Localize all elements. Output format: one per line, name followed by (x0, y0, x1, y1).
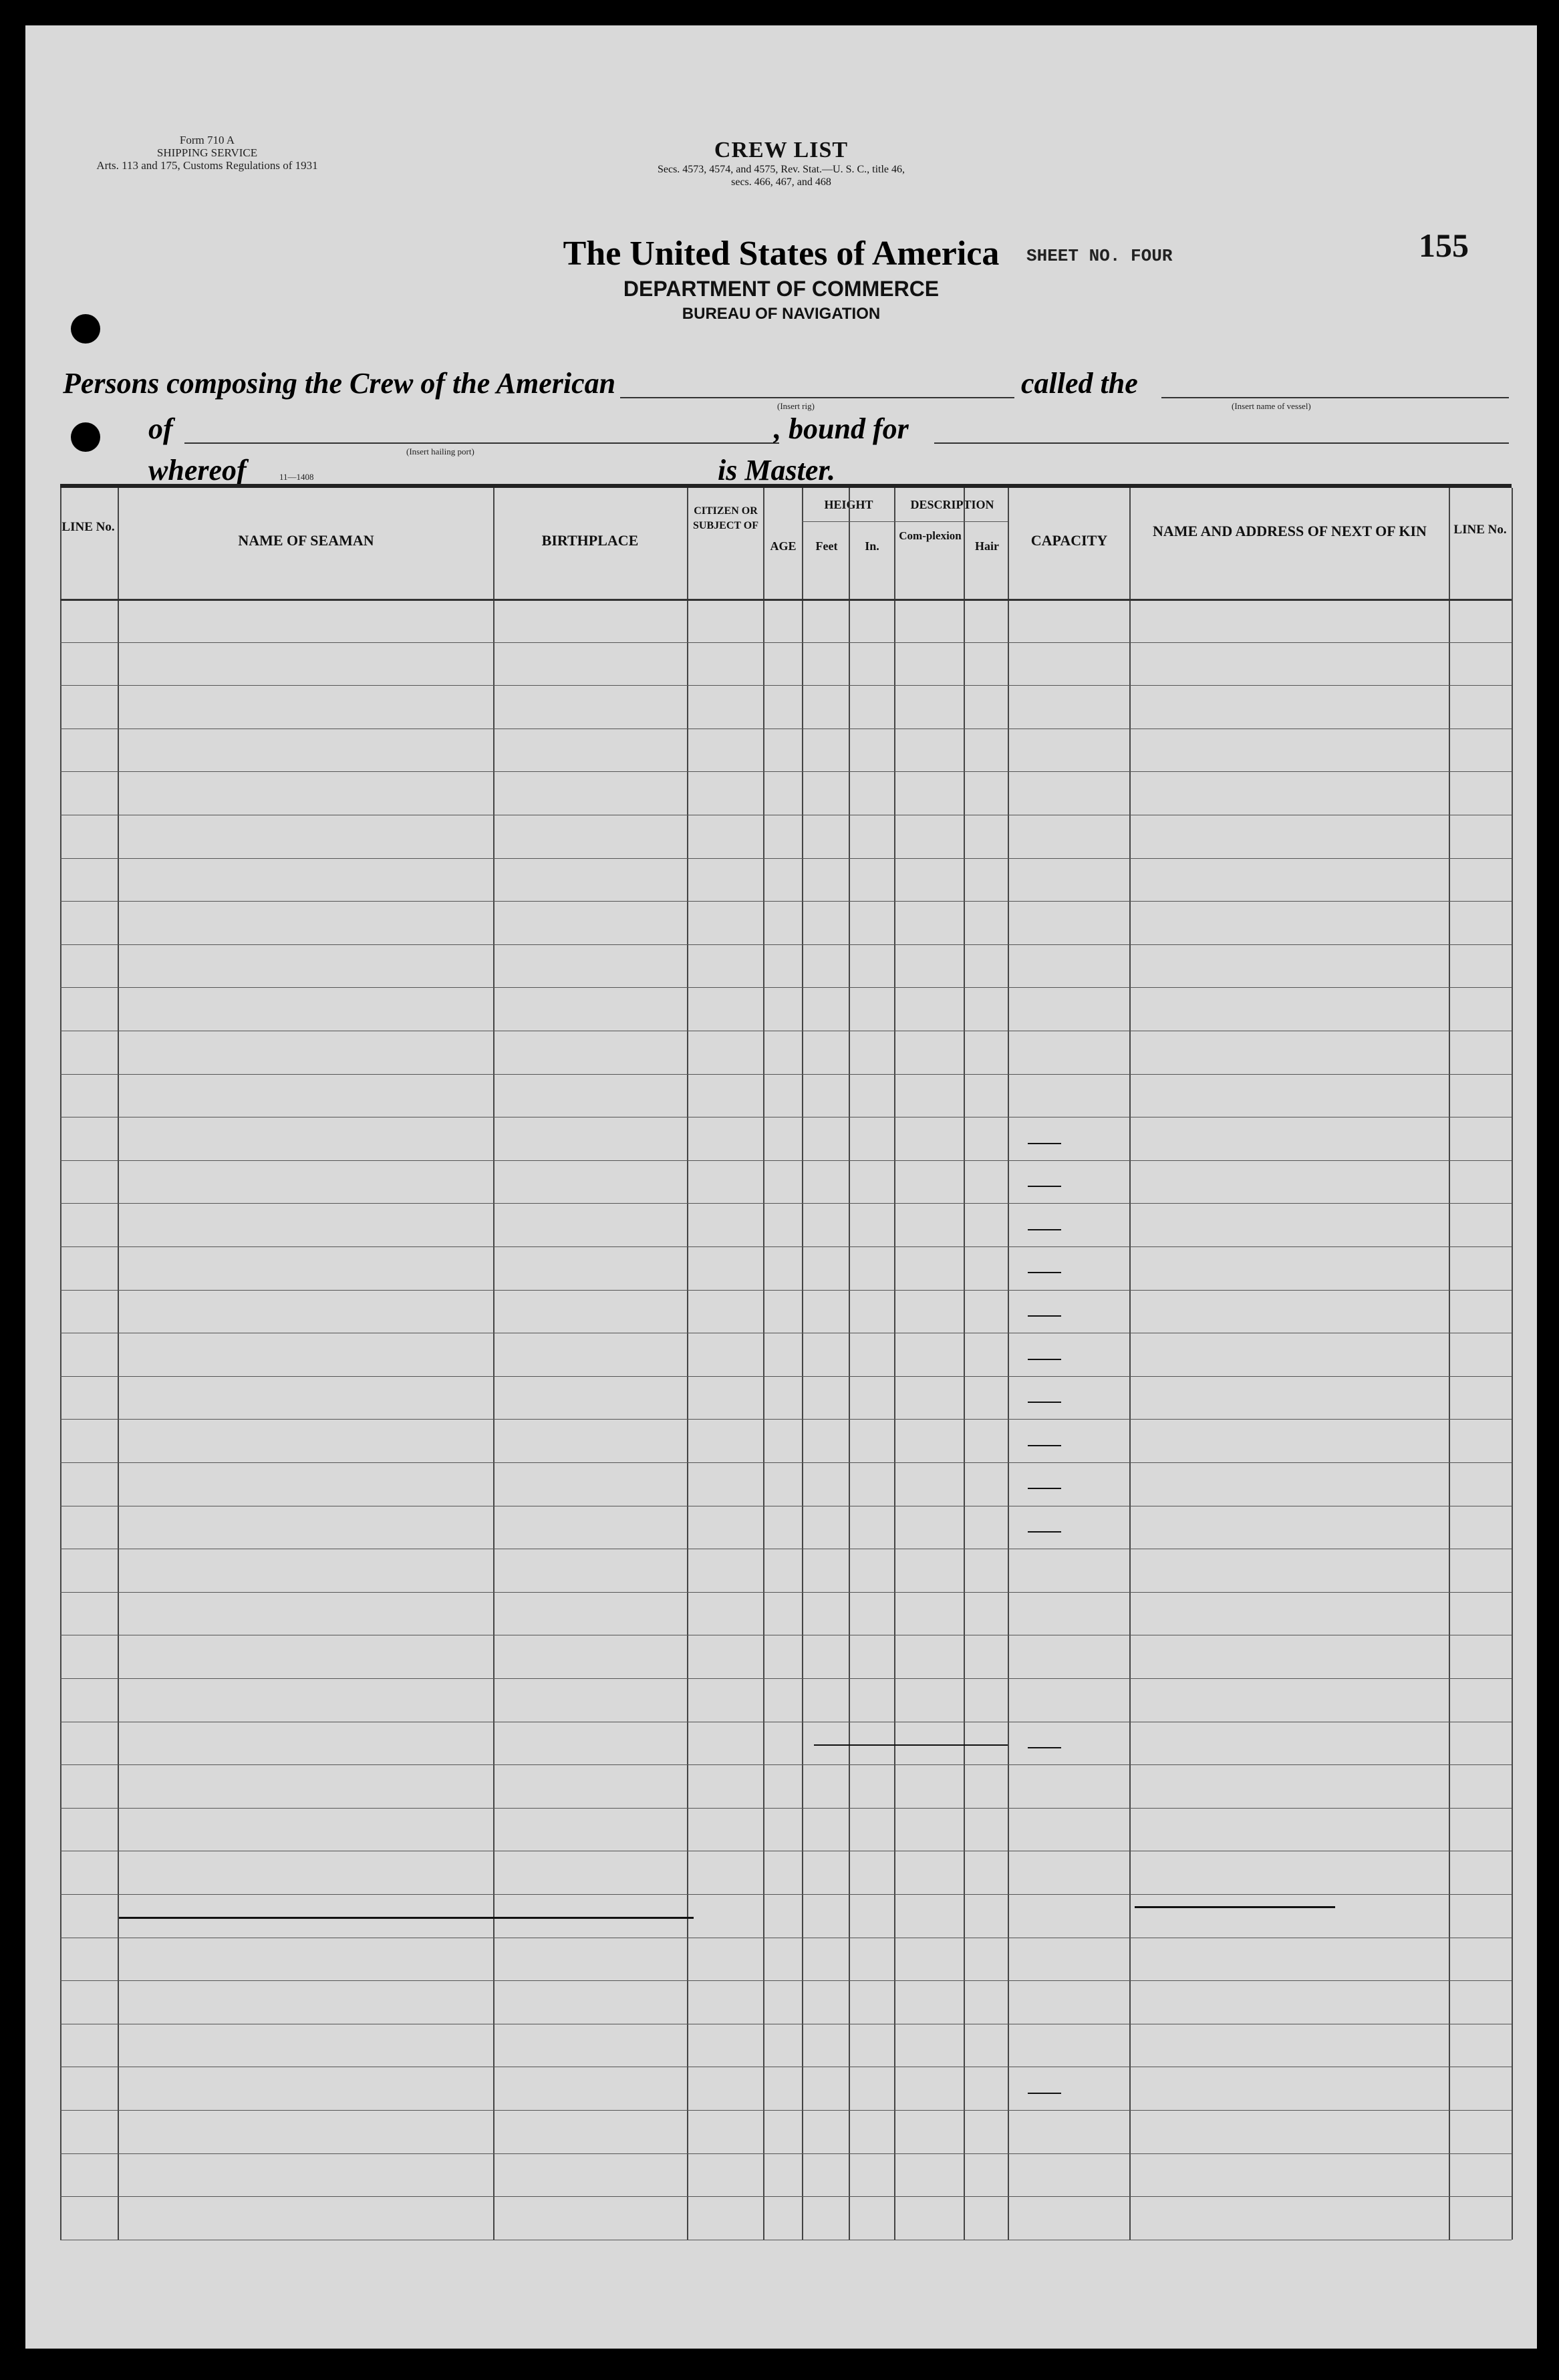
sheet-number: SHEET NO. FOUR (1026, 246, 1173, 266)
form-service: SHIPPING SERVICE (156, 146, 258, 159)
column-rule (964, 488, 965, 2240)
country-heading: The United States of America (563, 235, 1000, 273)
column-rule (687, 488, 688, 2240)
col-inches: In. (865, 539, 879, 553)
col-line-no-right: LINE No. (1453, 523, 1507, 537)
intro-is-master: is Master. (718, 454, 836, 487)
col-height: HEIGHT (824, 498, 873, 511)
row-rule (60, 2110, 1512, 2111)
strike-through (1135, 1906, 1335, 1908)
row-rule (60, 1808, 1512, 1809)
row-rule (60, 642, 1512, 643)
row-rule (60, 1290, 1512, 1291)
strike-through (1028, 1229, 1061, 1230)
row-rule (60, 944, 1512, 945)
strike-through (1028, 1272, 1061, 1273)
bureau-heading: BUREAU OF NAVIGATION (682, 305, 881, 323)
row-rule (60, 771, 1512, 772)
statute-reference-2: secs. 466, 467, and 468 (731, 176, 831, 188)
column-rule (1129, 488, 1131, 2240)
strike-through (1028, 1747, 1061, 1748)
statute-reference-1: Secs. 4573, 4574, and 4575, Rev. Stat.—U. S. C., title 46, (657, 164, 905, 175)
column-rule (1449, 488, 1450, 2240)
row-rule (60, 1764, 1512, 1765)
print-code: 11—1408 (279, 472, 314, 482)
strike-through (1028, 1402, 1061, 1403)
form-regulation: Arts. 113 and 175, Customs Regulations of 1931 (96, 159, 318, 172)
intro-persons: Persons composing the Crew of the American (63, 367, 616, 400)
header-bottom-rule (60, 599, 1512, 601)
vessel-hint: (Insert name of vessel) (1232, 401, 1311, 411)
row-rule (60, 987, 1512, 988)
row-rule (60, 858, 1512, 859)
col-name: NAME OF SEAMAN (238, 532, 374, 549)
col-line-no: LINE No. (61, 520, 115, 534)
row-rule (60, 1980, 1512, 1981)
strike-through (1028, 2093, 1061, 2094)
row-rule (60, 2196, 1512, 2197)
row-rule (60, 1678, 1512, 1679)
strike-through (1028, 1445, 1061, 1446)
row-rule (60, 1074, 1512, 1075)
column-rule (802, 488, 803, 2240)
column-rule (1512, 488, 1513, 2240)
strike-through (814, 1744, 1008, 1746)
row-rule (60, 1419, 1512, 1420)
header-subrule (802, 521, 894, 522)
page-number: 155 (1419, 227, 1469, 264)
row-rule (60, 1203, 1512, 1204)
department-heading: DEPARTMENT OF COMMERCE (623, 277, 940, 301)
header-subrule (894, 521, 1008, 522)
col-hair: Hair (975, 539, 999, 553)
row-rule (60, 1894, 1512, 1895)
row-rule (60, 1592, 1512, 1593)
crew-list-document (25, 25, 1537, 2349)
row-rule (60, 1376, 1512, 1377)
row-rule (60, 2153, 1512, 2154)
strike-through (1028, 1143, 1061, 1144)
port-hint: (Insert hailing port) (406, 446, 474, 456)
strike-through (1028, 1531, 1061, 1533)
row-rule (60, 1462, 1512, 1463)
col-age: AGE (770, 539, 797, 553)
column-rule (1008, 488, 1009, 2240)
col-feet: Feet (815, 539, 838, 553)
strike-through (1028, 1359, 1061, 1360)
column-rule (849, 488, 850, 2240)
col-description: DESCRIPTION (910, 498, 994, 511)
col-capacity: CAPACITY (1030, 532, 1108, 549)
intro-called-the: called the (1021, 367, 1138, 400)
column-rule (763, 488, 764, 2240)
col-next-of-kin: NAME AND ADDRESS OF NEXT OF KIN (1153, 523, 1427, 539)
intro-of: of (148, 412, 173, 445)
column-rule (894, 488, 895, 2240)
intro-bound-for: , bound for (774, 412, 909, 445)
rig-hint: (Insert rig) (777, 401, 815, 411)
col-birthplace: BIRTHPLACE (541, 532, 639, 549)
strike-through (1028, 1315, 1061, 1317)
strike-through (119, 1917, 694, 1919)
col-complexion: Com-plexion (899, 529, 962, 542)
row-rule (60, 685, 1512, 686)
column-rule (493, 488, 494, 2240)
row-rule (60, 1160, 1512, 1161)
col-citizen: CITIZEN OR SUBJECT OF (693, 505, 758, 531)
intro-whereof: whereof (148, 454, 247, 487)
form-number: Form 710 A (179, 134, 235, 146)
row-rule (60, 901, 1512, 902)
strike-through (1028, 1186, 1061, 1187)
row-rule (60, 1246, 1512, 1247)
document-title: CREW LIST (714, 138, 849, 162)
column-rule (118, 488, 119, 2240)
column-rule (60, 488, 61, 2240)
crew-table (25, 25, 1537, 2349)
strike-through (1028, 1488, 1061, 1489)
